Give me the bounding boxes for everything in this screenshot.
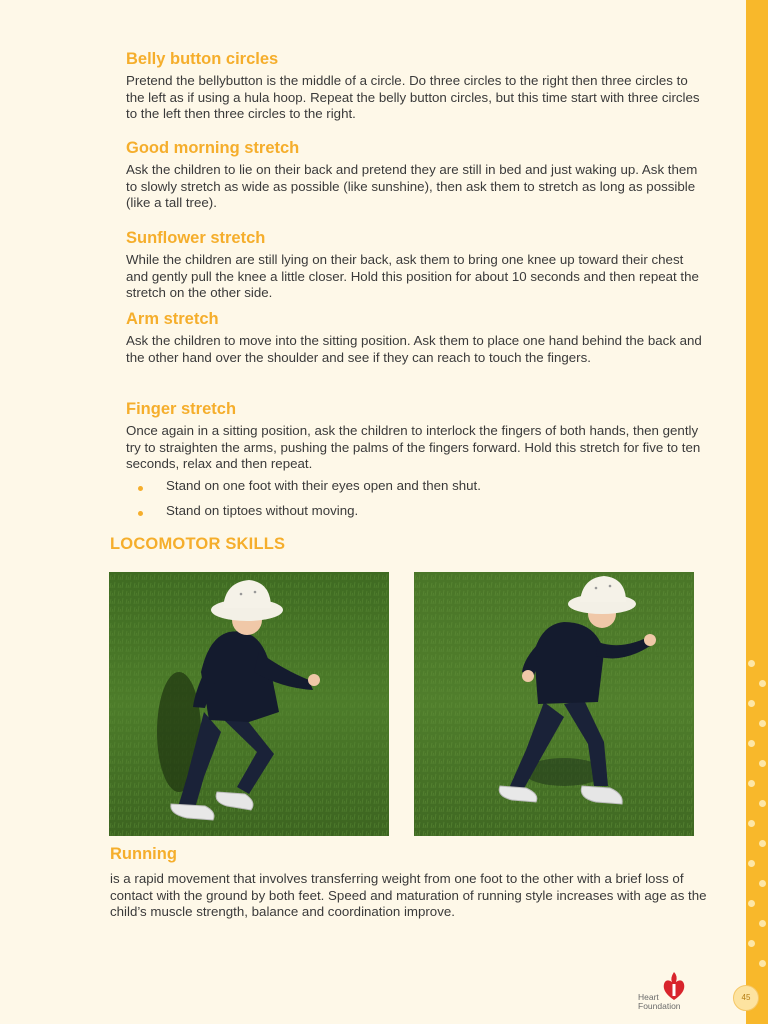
section-text: While the children are still lying on their back, ask them to bring one knee up toward their chest and gently pull the knee a little closer. Hold this position for about 10 seconds and then repeat the stretch on the other side. bbox=[126, 252, 699, 300]
running-photo-2 bbox=[414, 572, 694, 836]
section-title: Good morning stretch bbox=[126, 139, 300, 157]
logo-line-foundation: Foundation bbox=[638, 1001, 681, 1011]
section-title: Arm stretch bbox=[126, 310, 219, 328]
running-child-image bbox=[109, 572, 389, 836]
running-heading: Running bbox=[110, 845, 177, 863]
running-description: is a rapid movement that involves transferring weight from one foot to the other with a brief loss of contact with the ground by both feet. Speed and maturation of running style increases with age as the child’s muscle strength, balance and coordination improve. bbox=[110, 871, 707, 919]
running-child-image bbox=[414, 572, 694, 836]
logo-line-heart: Heart bbox=[638, 992, 659, 1002]
logo-text bbox=[638, 993, 681, 1011]
section-finger-stretch bbox=[126, 399, 706, 473]
list-item: Stand on tiptoes without moving. bbox=[138, 503, 481, 520]
section-title: Sunflower stretch bbox=[126, 229, 266, 247]
bullet-icon bbox=[138, 511, 143, 516]
section-text: Ask the children to lie on their back and pretend they are still in bed and just waking up. Ask them to slowly stretch as wide as possible (like sunshine), then ask them to stretch as long as possible (like a tall tree). bbox=[126, 162, 698, 210]
locomotor-skills-heading: LOCOMOTOR SKILLS bbox=[110, 535, 286, 553]
section-title: Finger stretch bbox=[126, 400, 237, 418]
section-sunflower-stretch bbox=[126, 228, 706, 302]
section-good-morning-stretch bbox=[126, 138, 706, 212]
section-text: Pretend the bellybutton is the middle of a circle. Do three circles to the right then three circles to the left as if using a hula hoop. Repeat the belly button circles, but this time start with three circles to the left then three circles to the right. bbox=[126, 73, 700, 121]
section-arm-stretch bbox=[126, 309, 706, 366]
page-number-badge: 45 bbox=[733, 985, 759, 1011]
sidebar-dot-pattern bbox=[746, 650, 768, 1024]
bullet-icon bbox=[138, 486, 143, 491]
list-item: Stand on one foot with their eyes open and then shut. bbox=[138, 478, 481, 495]
decorative-sidebar bbox=[746, 0, 768, 1024]
section-title: Belly button circles bbox=[126, 50, 279, 68]
bullet-list bbox=[138, 478, 481, 527]
section-text: Ask the children to move into the sitting position. Ask them to place one hand behind the back and the other hand over the shoulder and see if they can reach to touch the fingers. bbox=[126, 333, 702, 365]
section-text: Once again in a sitting position, ask the children to interlock the fingers of both hands, then gently try to straighten the arms, pushing the palms of the fingers forward. Hold this stretch for five to ten seconds, relax and then repeat. bbox=[126, 423, 701, 471]
running-photo-1 bbox=[109, 572, 389, 836]
section-belly-button-circles bbox=[126, 49, 706, 123]
